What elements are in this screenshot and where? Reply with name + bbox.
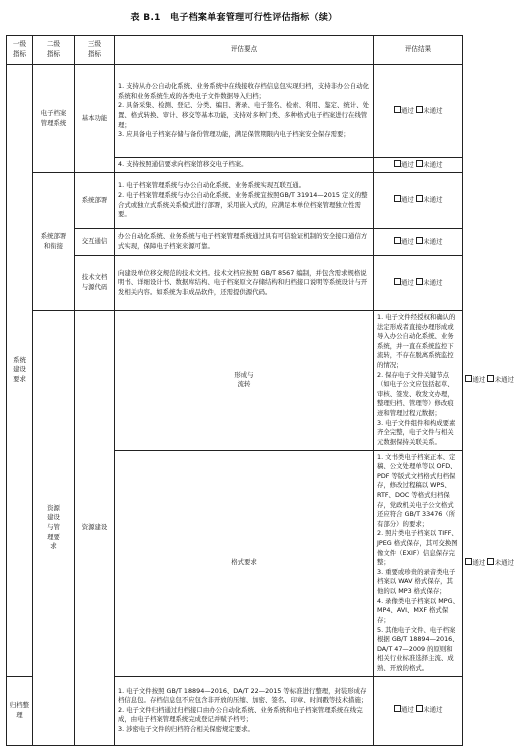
checkbox-square-icon[interactable] xyxy=(394,705,401,712)
header-result: 评估结果 xyxy=(374,36,463,65)
result-cell xyxy=(374,229,463,256)
checkbox-square-icon[interactable] xyxy=(394,278,401,285)
evaluation-point-text: 4. 录像类电子档案以 MPG、MP4、AVI、MXF 格式保存； xyxy=(377,596,459,624)
checkbox-label: 通过 xyxy=(401,237,414,246)
evaluation-point-text: 1. 电子档案管理系统与办公自动化系统、业务系统实现互联互通。 xyxy=(118,181,306,190)
checkbox-square-icon[interactable] xyxy=(416,106,423,113)
evaluation-point-text: 向建设单位移交规范的技术文档。技术文档应按照 GB/T 8567 编制，并包含需求规格说明书、详细设计书、数据库结构、电子档案原文存储结构和归档接口说明等系统设计与开发相关内容。如系统为非成品软件，还需提供源代码。 xyxy=(118,268,368,296)
checkbox-square-icon[interactable] xyxy=(394,195,401,202)
table-header-row xyxy=(7,36,463,65)
evaluation-point-text: 4. 支持按照通信要求向档案馆移交电子档案。 xyxy=(118,160,248,169)
fail-checkbox[interactable] xyxy=(416,237,443,247)
checkbox-square-icon[interactable] xyxy=(465,375,472,382)
checkbox-label: 通过 xyxy=(472,375,486,384)
checkbox-square-icon[interactable] xyxy=(416,237,423,244)
checkbox-label: 通过 xyxy=(401,195,414,204)
header-level2: 二级 指标 xyxy=(33,36,75,65)
fail-checkbox[interactable] xyxy=(416,160,443,170)
pass-checkbox[interactable] xyxy=(394,278,414,288)
table-row xyxy=(7,311,463,451)
pass-checkbox[interactable] xyxy=(394,237,414,247)
checkbox-label: 未通过 xyxy=(494,375,514,384)
header-level3: 三级 指标 xyxy=(75,36,115,65)
fail-checkbox[interactable] xyxy=(416,106,443,116)
evaluation-point-text: 办公自动化系统、业务系统与电子档案管理系统通过具有可信验证机制的安全接口通信方式实现，保障电子档案来源可靠。 xyxy=(118,232,368,250)
criterion-technical-docs-source-code: 技术文档 与源代码 xyxy=(75,256,115,311)
checkbox-label: 未通过 xyxy=(423,160,443,169)
result-cell xyxy=(374,173,463,229)
checkbox-square-icon[interactable] xyxy=(394,160,401,167)
evaluation-points xyxy=(374,450,463,676)
evaluation-point-text: 2. 保存电子文件关键节点（如电子公文应包括起草、审核、签发、收发文办理，整理归档、管理等）修改痕迹和管理过程元数据； xyxy=(377,370,454,418)
pass-checkbox[interactable] xyxy=(465,558,485,568)
table-row xyxy=(7,229,463,256)
evaluation-table xyxy=(6,35,514,746)
evaluation-point-text: 2. 具备采集、检测、登记、分类、编目、著录、电子签名、检索、利用、鉴定、统计、处置、格式转换、审计、移交等基本功能，支持对多种门类、多种格式电子档案进行在线管理； xyxy=(118,101,369,129)
evaluation-point-text: 5. 其他电子文件、电子档案根据 GB/T 18894—2016、DA/T 47—2009 的原则和相关行业标准选择主流、成熟、开放的格式。 xyxy=(377,625,459,672)
fail-checkbox[interactable] xyxy=(416,278,443,288)
result-cell xyxy=(374,676,463,745)
evaluation-points xyxy=(115,65,374,158)
pass-checkbox[interactable] xyxy=(394,195,414,205)
result-cell xyxy=(374,158,463,173)
evaluation-points xyxy=(115,158,374,173)
checkbox-square-icon[interactable] xyxy=(416,705,423,712)
criterion-interactive-communication: 交互通信 xyxy=(75,229,115,256)
checkbox-label: 未通过 xyxy=(423,278,443,287)
checkbox-label: 未通过 xyxy=(423,705,443,714)
checkbox-square-icon[interactable] xyxy=(487,558,494,565)
evaluation-point-text: 1. 支持从办公自动化系统、业务系统中在线接收存档信息包实现归档，支持非办公自动化系统和业务系统生成的各类电子文件数据导入归档； xyxy=(118,82,369,100)
checkbox-label: 未通过 xyxy=(423,195,443,204)
pass-checkbox[interactable] xyxy=(394,705,414,715)
table-row xyxy=(7,65,463,158)
header-points: 评估要点 xyxy=(115,36,374,65)
checkbox-label: 未通过 xyxy=(423,106,443,115)
evaluation-point-text: 3. 应具备电子档案存储与备份管理功能，满足保管期限内电子档案安全保存需要； xyxy=(118,130,350,139)
subgroup-deployment-integration: 系统部署 和衔接 xyxy=(33,173,75,311)
evaluation-point-text: 1. 文书类电子档案正本、定稿、公文处理单等以 OFD、PDF 等版式文档格式归档保存，修改过程稿以 WPS、RTF、DOC 等格式归档保存，党政机关电子公文格式还应符合 GB/T 33476（所有部分）的要求； xyxy=(377,452,457,528)
checkbox-label: 未通过 xyxy=(423,237,443,246)
evaluation-point-text: 3. 电子文件组件和构成要素齐全完整，电子文件与相关元数据保持关联关系。 xyxy=(377,418,456,446)
fail-checkbox[interactable] xyxy=(416,705,443,715)
criterion-archiving-arrangement: 归档整理 xyxy=(7,676,33,745)
checkbox-square-icon[interactable] xyxy=(394,237,401,244)
criterion-basic-functions: 基本功能 xyxy=(75,65,115,173)
evaluation-point-text: 1. 电子文件按照 GB/T 18894—2016、DA/T 22—2015 等标准进行整理，封装形成存档信息包。存档信息包不应包含非开放的压缩、加密、签名、印章、时间戳等技术措施； xyxy=(118,686,368,705)
checkbox-label: 通过 xyxy=(401,106,414,115)
evaluation-point-text: 1. 电子文件经授权和确认的法定形成者直接办理形成或导入办公自动化系统、业务系统，并一直在系统监控下流转，不存在脱离系统监控的情况； xyxy=(377,313,456,370)
pass-checkbox[interactable] xyxy=(394,106,414,116)
subgroup-archive-management-system: 电子档案 管理系统 xyxy=(33,65,75,173)
header-level1: 一级 指标 xyxy=(7,36,33,65)
checkbox-label: 未通过 xyxy=(494,558,514,567)
group-system-requirements: 系统 建设 要求 xyxy=(7,65,33,677)
checkbox-label: 通过 xyxy=(401,705,414,714)
criterion-formation-circulation: 形成与 流转 xyxy=(115,311,374,451)
criterion-format-requirements: 格式要求 xyxy=(115,450,374,676)
checkbox-square-icon[interactable] xyxy=(394,106,401,113)
checkbox-square-icon[interactable] xyxy=(416,278,423,285)
evaluation-point-text: 3. 重要或珍贵的录音类电子档案以 WAV 格式保存，其他的以 MP3 格式保存； xyxy=(377,567,456,596)
group-resource-requirements: 资源 建设 与管 理要 求 xyxy=(33,311,75,746)
checkbox-label: 通过 xyxy=(401,160,414,169)
checkbox-square-icon[interactable] xyxy=(487,375,494,382)
evaluation-points xyxy=(115,256,374,311)
evaluation-point-text: 3. 涉密电子文件的归档符合相关保密规定要求。 xyxy=(118,724,254,733)
checkbox-label: 通过 xyxy=(401,278,414,287)
evaluation-points xyxy=(115,676,374,745)
checkbox-square-icon[interactable] xyxy=(416,160,423,167)
fail-checkbox[interactable] xyxy=(416,195,443,205)
evaluation-points xyxy=(374,311,463,451)
criterion-system-deployment: 系统部署 xyxy=(75,173,115,229)
table-row xyxy=(7,173,463,229)
result-cell xyxy=(374,256,463,311)
evaluation-point-text: 2. 照片类电子档案以 TIFF、JPEG 格式保存，其可交换图像文件（EXIF）信息保存完整； xyxy=(377,529,458,567)
table-row xyxy=(7,256,463,311)
fail-checkbox[interactable] xyxy=(487,375,514,385)
pass-checkbox[interactable] xyxy=(465,375,485,385)
subgroup-resource-building: 资源建设 xyxy=(75,311,115,746)
fail-checkbox[interactable] xyxy=(487,558,514,568)
result-cell xyxy=(374,65,463,158)
evaluation-points xyxy=(115,173,374,229)
checkbox-label: 通过 xyxy=(472,558,486,567)
pass-checkbox[interactable] xyxy=(394,160,414,170)
evaluation-point-text: 2. 电子文件归档通过归档接口由办公自动化系统、业务系统和电子档案管理系统在线完成，由电子档案管理系统完成登记并赋予档号； xyxy=(118,705,363,724)
checkbox-square-icon[interactable] xyxy=(416,195,423,202)
page-title: 表 B.1 电子档案单套管理可行性评估指标（续） xyxy=(130,13,338,23)
checkbox-square-icon[interactable] xyxy=(465,558,472,565)
evaluation-points xyxy=(115,229,374,256)
evaluation-point-text: 2. 电子档案管理系统与办公自动化系统、业务系统宜按照GB/T 31914—2015 定义的整合式或独立式系统关系模式进行部署，采用嵌入式的，应满足本单位档案管理独立性需要。 xyxy=(118,190,368,219)
